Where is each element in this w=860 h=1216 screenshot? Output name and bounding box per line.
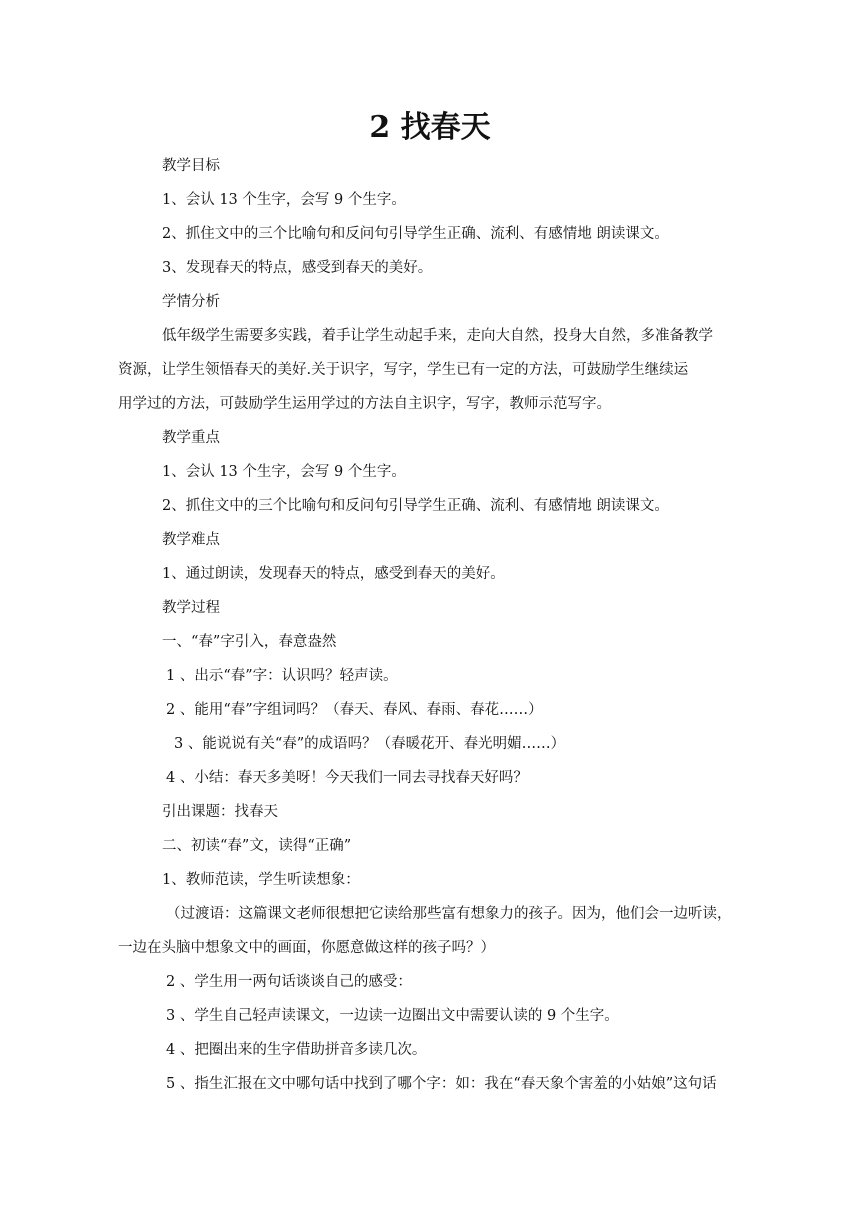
process-step-4: 4 、小结：春天多美呀！今天我们一同去寻找春天好吗？ — [166, 770, 528, 786]
heading-teaching-focus: 教学重点 — [162, 430, 220, 446]
process-section-2: 二、初读“春”文，读得“正确” — [162, 838, 352, 854]
focus-item-2: 2、抓住文中的三个比喻句和反问句引导学生正确、流利、有感情地 朗读课文。 — [162, 498, 669, 514]
reading-step-5: 5 、指生汇报在文中哪句话中找到了哪个字：如：我在“春天象个害羞的小姑娘”这句话 — [166, 1076, 717, 1092]
goal-item-1: 1、会认 13 个生字，会写 9 个生字。 — [162, 192, 406, 208]
goal-item-2: 2、抓住文中的三个比喻句和反问句引导学生正确、流利、有感情地 朗读课文。 — [162, 226, 669, 242]
process-step-1: 1 、出示“春”字：认识吗？轻声读。 — [166, 668, 398, 684]
transition-line-1: （过渡语：这篇课文老师很想把它读给那些富有想象力的孩子。因为，他们会一边听读， — [166, 906, 732, 922]
reading-step-1: 1、教师范读，学生听读想象： — [162, 872, 360, 888]
process-step-3: 3 、能说说有关“春”的成语吗？（春暖花开、春光明媚……） — [174, 736, 566, 752]
process-step-2: 2 、能用“春”字组词吗？（春天、春风、春雨、春花……） — [166, 702, 543, 718]
reading-step-4: 4 、把圈出来的生字借助拼音多读几次。 — [166, 1042, 427, 1058]
transition-line-2: 一边在头脑中想象文中的画面，你愿意做这样的孩子吗？） — [118, 940, 495, 956]
process-section-1: 一、“春”字引入，春意盎然 — [162, 634, 337, 650]
heading-learning-analysis: 学情分析 — [162, 294, 220, 310]
goal-item-3: 3、发现春天的特点，感受到春天的美好。 — [162, 260, 433, 276]
analysis-line-2: 资源，让学生领悟春天的美好.关于识字，写字，学生已有一定的方法，可鼓励学生继续运 — [118, 362, 689, 378]
reading-step-3: 3 、学生自己轻声读课文，一边读一边圈出文中需要认读的 9 个生字。 — [166, 1008, 619, 1024]
reading-step-2: 2 、学生用一两句话谈谈自己的感受： — [166, 974, 412, 990]
analysis-line-1: 低年级学生需要多实践，着手让学生动起手来，走向大自然，投身大自然，多准备教学 — [162, 328, 713, 344]
heading-teaching-goals: 教学目标 — [162, 158, 220, 174]
heading-teaching-difficulty: 教学难点 — [162, 532, 220, 548]
analysis-line-3: 用学过的方法，可鼓励学生运用学过的方法自主识字，写字，教师示范写字。 — [118, 396, 611, 412]
document-title: 2 找春天 — [369, 110, 491, 145]
difficulty-item-1: 1、通过朗读，发现春天的特点，感受到春天的美好。 — [162, 566, 505, 582]
lead-in-topic: 引出课题：找春天 — [162, 804, 278, 820]
heading-teaching-process: 教学过程 — [162, 600, 220, 616]
focus-item-1: 1、会认 13 个生字，会写 9 个生字。 — [162, 464, 406, 480]
